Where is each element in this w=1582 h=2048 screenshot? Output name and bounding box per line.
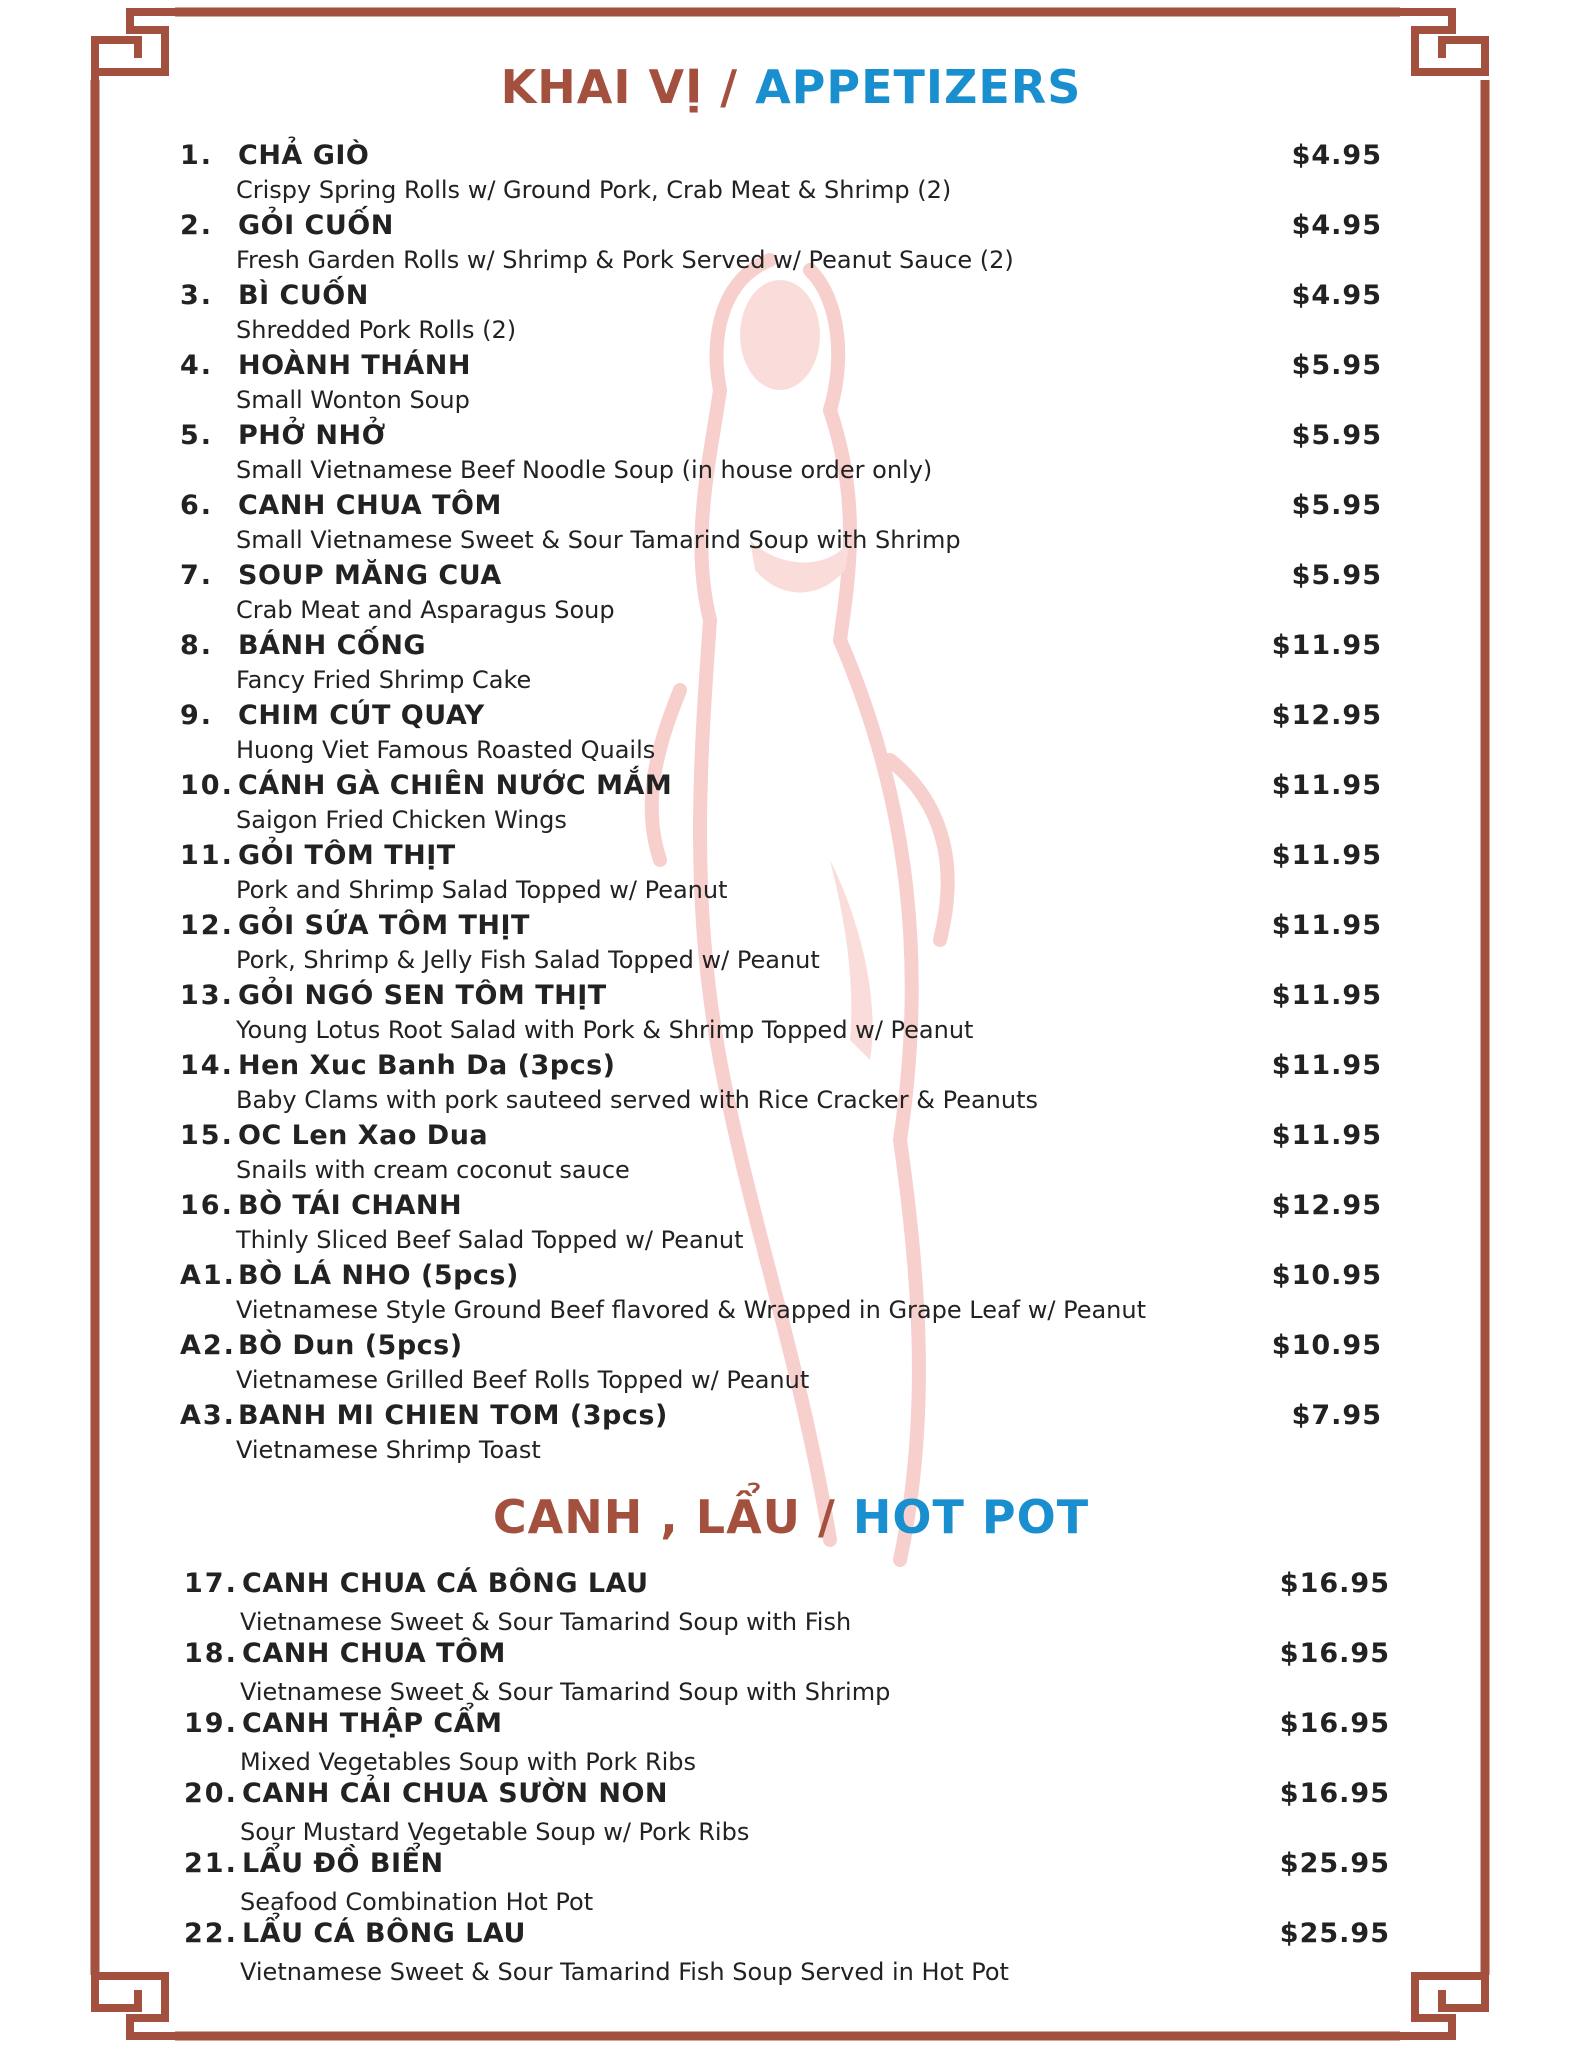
menu-item-description: Vietnamese Grilled Beef Rolls Topped w/ Peanut [236, 1366, 810, 1394]
menu-item-number: 9. [180, 700, 214, 731]
menu-item [0, 560, 1582, 630]
menu-item [0, 1568, 1582, 1638]
menu-item-price: $11.95 [1271, 910, 1382, 941]
menu-item-description: Fresh Garden Rolls w/ Shrimp & Pork Served w/ Peanut Sauce (2) [236, 246, 1014, 274]
menu-item-description: Huong Viet Famous Roasted Quails [236, 736, 656, 764]
menu-item-description: Sour Mustard Vegetable Soup w/ Pork Ribs [240, 1818, 750, 1846]
menu-item-name: OC Len Xao Dua [238, 1120, 489, 1151]
menu-item-description: Small Vietnamese Beef Noodle Soup (in house order only) [236, 456, 933, 484]
menu-item-description: Vietnamese Sweet & Sour Tamarind Soup with Fish [240, 1608, 852, 1636]
section-title-vi: CANH , LẨU [492, 1490, 802, 1544]
menu-item-description: Vietnamese Shrimp Toast [236, 1436, 541, 1464]
menu-item-name: PHỞ NHỞ [238, 420, 386, 451]
menu-item-description: Seafood Combination Hot Pot [240, 1888, 594, 1916]
menu-item-number: 6. [180, 490, 214, 521]
menu-item-number: 17. [184, 1568, 238, 1599]
section-title-hot-pot [0, 1490, 1582, 1544]
menu-item-description: Crab Meat and Asparagus Soup [236, 596, 615, 624]
menu-item-description: Crispy Spring Rolls w/ Ground Pork, Crab Meat & Shrimp (2) [236, 176, 952, 204]
menu-item-number: A2. [180, 1330, 236, 1361]
menu-item [0, 1400, 1582, 1470]
menu-item [0, 1330, 1582, 1400]
menu-item-name: GỎI CUỐN [238, 210, 394, 241]
menu-item [0, 1708, 1582, 1778]
menu-item-name: GỎI TÔM THỊT [238, 840, 456, 871]
menu-item-name: CANH CHUA TÔM [238, 490, 502, 521]
menu-item-description: Vietnamese Sweet & Sour Tamarind Fish Soup Served in Hot Pot [240, 1958, 1009, 1986]
menu-item-name: HOÀNH THÁNH [238, 350, 471, 381]
menu-item-number: 20. [184, 1778, 238, 1809]
menu-item-name: BÒ Dun (5pcs) [238, 1330, 463, 1361]
menu-item-number: 1. [180, 140, 214, 171]
section-title-en: HOT POT [852, 1490, 1090, 1544]
menu-item-price: $10.95 [1271, 1330, 1382, 1361]
menu-item-description: Small Wonton Soup [236, 386, 470, 414]
menu-item [0, 490, 1582, 560]
menu-item-name: GỎI SỨA TÔM THỊT [238, 910, 530, 941]
menu-item-description: Pork, Shrimp & Jelly Fish Salad Topped w/ Peanut [236, 946, 820, 974]
menu-item-price: $4.95 [1291, 140, 1382, 171]
menu-item-description: Baby Clams with pork sauteed served with Rice Cracker & Peanuts [236, 1086, 1039, 1114]
menu-item-price: $11.95 [1271, 1120, 1382, 1151]
menu-item-description: Vietnamese Style Ground Beef flavored & Wrapped in Grape Leaf w/ Peanut [236, 1296, 1147, 1324]
menu-item-number: 22. [184, 1918, 238, 1949]
menu-item-price: $12.95 [1271, 1190, 1382, 1221]
menu-item [0, 1638, 1582, 1708]
menu-item-name: LẨU ĐỒ BIỂN [242, 1848, 444, 1879]
menu-item-number: 11. [180, 840, 234, 871]
menu-item-number: A1. [180, 1260, 236, 1291]
menu-item-number: 19. [184, 1708, 238, 1739]
menu-item [0, 1918, 1582, 1988]
menu-item-price: $5.95 [1291, 490, 1382, 521]
menu-item-price: $11.95 [1271, 770, 1382, 801]
menu-item [0, 630, 1582, 700]
menu-item-description: Mixed Vegetables Soup with Pork Ribs [240, 1748, 697, 1776]
menu-item [0, 840, 1582, 910]
menu-item-price: $25.95 [1279, 1918, 1390, 1949]
section-title-appetizers [0, 60, 1582, 114]
menu-item-name: CANH CẢI CHUA SƯỜN NON [242, 1778, 668, 1809]
menu-item-number: 16. [180, 1190, 234, 1221]
section-title-separator: / [720, 60, 739, 114]
menu-item-price: $4.95 [1291, 210, 1382, 241]
menu-item-number: 2. [180, 210, 214, 241]
menu-item-price: $11.95 [1271, 630, 1382, 661]
menu-item-description: Thinly Sliced Beef Salad Topped w/ Peanut [236, 1226, 744, 1254]
menu-item-price: $12.95 [1271, 700, 1382, 731]
menu-item-number: 7. [180, 560, 214, 591]
menu-item-name: BÒ LÁ NHO (5pcs) [238, 1260, 519, 1291]
menu-item-number: 13. [180, 980, 234, 1011]
section-title-en: APPETIZERS [755, 60, 1082, 114]
menu-item-description: Pork and Shrimp Salad Topped w/ Peanut [236, 876, 728, 904]
menu-item [0, 210, 1582, 280]
menu-item-name: CÁNH GÀ CHIÊN NƯỚC MẮM [238, 770, 673, 801]
menu-item-number: 10. [180, 770, 234, 801]
menu-item-description: Young Lotus Root Salad with Pork & Shrimp Topped w/ Peanut [236, 1016, 974, 1044]
menu-item-number: 18. [184, 1638, 238, 1669]
menu-item-name: BÒ TÁI CHANH [238, 1190, 463, 1221]
menu-item-number: 14. [180, 1050, 234, 1081]
menu-item-number: A3. [180, 1400, 236, 1431]
menu-item [0, 980, 1582, 1050]
menu-item [0, 280, 1582, 350]
menu-item-price: $16.95 [1279, 1638, 1390, 1669]
menu-item-name: CANH CHUA TÔM [242, 1638, 506, 1669]
menu-item-number: 5. [180, 420, 214, 451]
menu-item-number: 4. [180, 350, 214, 381]
menu-item-price: $11.95 [1271, 980, 1382, 1011]
menu-item [0, 1848, 1582, 1918]
menu-item-price: $16.95 [1279, 1708, 1390, 1739]
menu-item [0, 1120, 1582, 1190]
menu-item-number: 15. [180, 1120, 234, 1151]
menu-item-number: 12. [180, 910, 234, 941]
menu-item [0, 770, 1582, 840]
menu-item-description: Fancy Fried Shrimp Cake [236, 666, 532, 694]
menu-item-description: Saigon Fried Chicken Wings [236, 806, 567, 834]
menu-item-name: CANH THẬP CẨM [242, 1708, 503, 1739]
menu-item [0, 1050, 1582, 1120]
menu-item-name: BÌ CUỐN [238, 280, 369, 311]
menu-item-name: BÁNH CỐNG [238, 630, 427, 661]
menu-item-name: SOUP MĂNG CUA [238, 560, 502, 591]
menu-item-description: Snails with cream coconut sauce [236, 1156, 630, 1184]
menu-item [0, 350, 1582, 420]
menu-item-price: $10.95 [1271, 1260, 1382, 1291]
menu-item-name: Hen Xuc Banh Da (3pcs) [238, 1050, 616, 1081]
menu-item-price: $7.95 [1291, 1400, 1382, 1431]
menu-item [0, 420, 1582, 490]
menu-item-price: $4.95 [1291, 280, 1382, 311]
menu-item-name: LẨU CÁ BÔNG LAU [242, 1918, 526, 1949]
menu-item [0, 1190, 1582, 1260]
menu-item [0, 700, 1582, 770]
menu-item [0, 1778, 1582, 1848]
menu-item [0, 910, 1582, 980]
menu-item-name: BANH MI CHIEN TOM (3pcs) [238, 1400, 668, 1431]
menu-item-price: $11.95 [1271, 1050, 1382, 1081]
section-title-separator: / [818, 1490, 836, 1544]
menu-item-price: $16.95 [1279, 1568, 1390, 1599]
menu-item-description: Shredded Pork Rolls (2) [236, 316, 517, 344]
menu-item-name: CHIM CÚT QUAY [238, 700, 485, 731]
menu-item-price: $5.95 [1291, 560, 1382, 591]
menu-item-name: CANH CHUA CÁ BÔNG LAU [242, 1568, 649, 1599]
menu-item-name: CHẢ GIÒ [238, 140, 370, 171]
menu-item-number: 3. [180, 280, 214, 311]
menu-item-price: $5.95 [1291, 420, 1382, 451]
menu-item-price: $5.95 [1291, 350, 1382, 381]
menu-item-description: Small Vietnamese Sweet & Sour Tamarind Soup with Shrimp [236, 526, 961, 554]
menu-item-number: 21. [184, 1848, 238, 1879]
menu-item-price: $25.95 [1279, 1848, 1390, 1879]
menu-item-price: $16.95 [1279, 1778, 1390, 1809]
section-title-vi: KHAI VỊ [500, 60, 704, 114]
menu-item [0, 140, 1582, 210]
menu-item-price: $11.95 [1271, 840, 1382, 871]
menu-item [0, 1260, 1582, 1330]
menu-item-number: 8. [180, 630, 214, 661]
menu-item-name: GỎI NGÓ SEN TÔM THỊT [238, 980, 607, 1011]
menu-item-description: Vietnamese Sweet & Sour Tamarind Soup with Shrimp [240, 1678, 891, 1706]
